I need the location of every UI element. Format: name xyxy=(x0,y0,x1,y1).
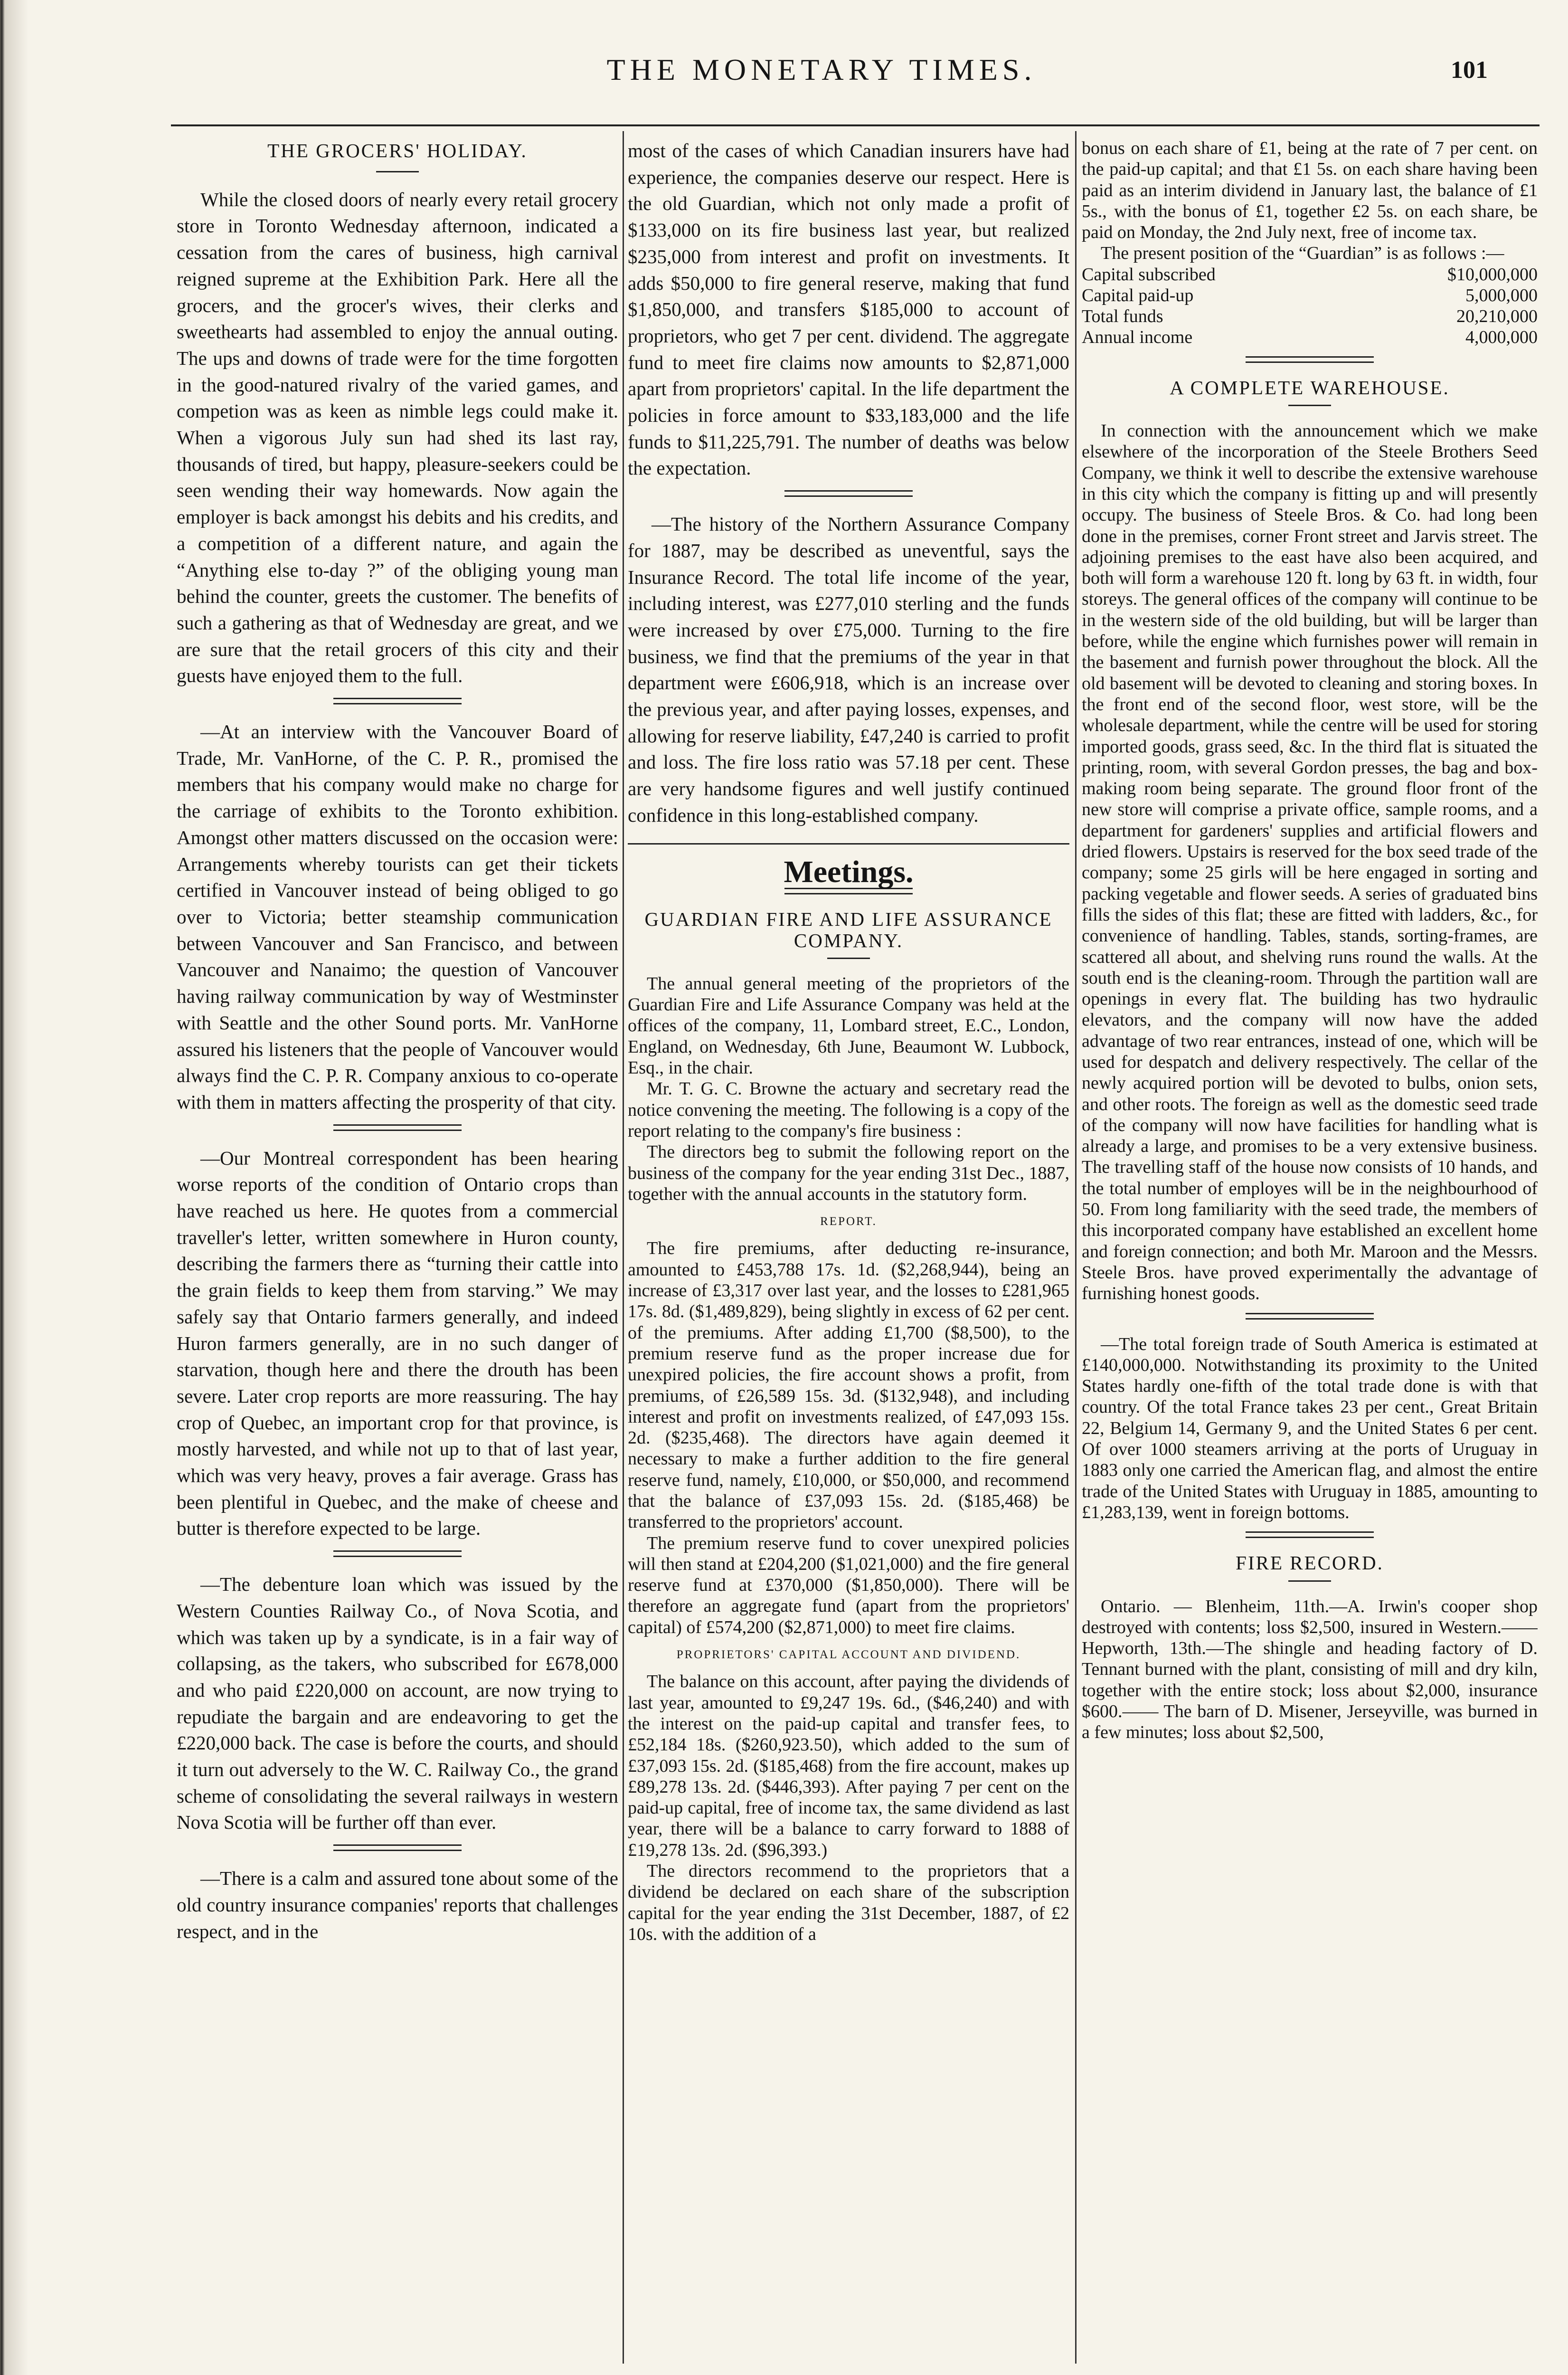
article-title-fire-record: FIRE RECORD. xyxy=(1236,1552,1384,1574)
section-rule xyxy=(628,843,1069,845)
title-rule xyxy=(827,958,870,959)
position-intro: The present position of the “Guardian” is as follows :— xyxy=(1101,243,1504,264)
report-subheading: REPORT. xyxy=(820,1215,877,1228)
column-1 xyxy=(177,138,618,2366)
position-label: Capital subscribed xyxy=(1082,264,1216,285)
article-title-warehouse: A COMPLETE WAREHOUSE. xyxy=(1170,376,1450,399)
position-label: Annual income xyxy=(1082,327,1193,347)
section-divider xyxy=(333,1844,462,1851)
position-label: Total funds xyxy=(1082,306,1163,326)
item-guardian-continued: most of the cases of which Canadian insurers have had experience, the companies deserve our respect. Here is the old Guardian, which not only made a profit of $133,000 on its fire business last year, but realized $235,000 from interest and profit on investments. It adds $50,000 to fire general reserve, making that fund $1,850,000, and transfers $185,000 to account of proprietors, who get 7 per cent. dividend. The aggregate fund to meet fire claims now amounts to $2,871,000 apart from proprietors' capital. In the life department the policies in force amount to $33,183,000 and the life funds to $11,225,791. The number of deaths was below the expectation. xyxy=(628,140,1069,479)
table-row xyxy=(1082,327,1538,348)
dividend-paragraph: The directors recommend to the proprietors that a dividend be declared on each share of the subscription capital for the year ending the 31st December, 1887, of £2 10s. with the addition of a xyxy=(628,1861,1069,1944)
section-divider xyxy=(1246,1531,1374,1538)
section-divider xyxy=(1246,356,1374,363)
section-divider xyxy=(333,1124,462,1131)
position-value: 4,000,000 xyxy=(1465,327,1538,347)
table-row xyxy=(1082,285,1538,306)
item-insurance-tone: —There is a calm and assured tone about some of the old country insurance companies' reports that challenges respect, and in the xyxy=(177,1867,618,1942)
item-northern-assurance: —The history of the Northern Assurance Company for 1887, may be described as uneventful, says the Insurance Record. The total life income of the year, including interest, was £277,010 sterling and the funds were increased by over £75,000. Turning to the fire business, we find that the premiums of the year in that department were £606,918, which is an increase over the previous year, and after paying losses, expenses, and allowing for reserve liability, £47,240 is carried to profit and loss. The fire loss ratio was 57.18 per cent. These are very handsome figures and well justify continued confidence in this long-established company. xyxy=(628,513,1069,826)
meeting-paragraph: The directors beg to submit the following report on the business of the company for the year ending 31st Dec., 1887, together with the annual accounts in the statutory form. xyxy=(628,1142,1069,1204)
dividend-paragraph: The balance on this account, after paying the dividends of last year, amounted to £9,247 19s. 6d., ($46,240) and with the interest on the paid-up capital and transfer fees, to £52,184 18s. ($260,923.50), which added to the sum of £37,093 15s. 2d. ($185,468) from the fire account, makes up £89,278 13s. 2d. ($446,393). After paying 7 per cent on the paid-up capital, free of income tax, the same dividend as last year, there will be a balance to carry forward to 1888 of £19,278 13s. 2d. ($96,393.) xyxy=(628,1672,1069,1860)
guardian-meeting-report xyxy=(628,909,1069,1945)
article-body-grocers: While the closed doors of nearly every retail grocery store in Toronto Wednesday afternoon, indicated a cessation from the cares of business, high carnival reigned supreme at the Exhibition Park. Here all the grocers, and the grocer's wives, their clerks and sweethearts had assembled to enjoy the annual outing. The ups and downs of trade were for the time forgotten in the good-natured rivalry of the varied games, and competion was as keen as nimble legs could make it. When a vigorous July sun had shed its last ray, thousands of tired, but happy, pleasure-seekers could be seen wending their way homewards. Now again the employer is back amongst his debits and his credits, and a competition of a different nature, and again the “Anything else to-day ?” of the obliging young man behind the counter, greets the customer. The benefits of such a gathering as that of Wednesday are great, and we are sure that the retail grocers of this city and their guests have enjoyed them to the full. xyxy=(177,188,618,687)
masthead-title: THE MONETARY TIMES. xyxy=(606,53,1037,86)
title-rule xyxy=(1288,1580,1331,1582)
column-3 xyxy=(1082,138,1538,2366)
column-divider xyxy=(1075,131,1077,2364)
position-value: $10,000,000 xyxy=(1447,264,1538,285)
item-debenture-loan: —The debenture loan which was issued by the Western Counties Railway Co., of Nova Scotia, and which was taken up by a syndicate, is in a fair way of collapsing, as the takers, who subscribed for £678,000 and who paid £220,000 on account, are now trying to repudiate the bargain and are endeavoring to get the £220,000 back. The case is before the courts, and should it turn out adversely to the W. C. Railway Co., the grand scheme of consolidating the several railways in western Nova Scotia will be further off than ever. xyxy=(177,1573,618,1834)
dividend-continued: bonus on each share of £1, being at the rate of 7 per cent. on the paid-up capital; and that £1 5s. on each share having been paid as an interim dividend in January last, the balance of £1 5s., with the bonus of £1, together £2 5s. on each share, be paid on Monday, the 2nd July next, free of income tax. xyxy=(1082,138,1538,243)
table-row xyxy=(1082,264,1538,285)
meeting-paragraph: The annual general meeting of the proprietors of the Guardian Fire and Life Assurance Company was held at the offices of the company, 11, Lombard street, E.C., London, England, on Wednesday, 6th June, Beaumont W. Lubbock, Esq., in the chair. xyxy=(628,973,1069,1078)
page-number: 101 xyxy=(1451,57,1488,84)
section-divider xyxy=(333,698,462,704)
position-label: Capital paid-up xyxy=(1082,285,1194,305)
guardian-position-table xyxy=(1082,264,1538,348)
section-divider xyxy=(1246,1313,1374,1320)
report-paragraph: The fire premiums, after deducting re-insurance, amounted to £453,788 17s. 1d. ($2,268,944), being an increase of £3,317 over last year, and the losses to £281,965 17s. 8d. ($1,489,829), being slightly in excess of 62 per cent. of the premiums. After adding £1,700 ($8,500), to the premium reserve fund as the proper increase due for unexpired policies, the fire account shows a profit, from premiums, of £26,589 15s. 3d. ($132,948), and including interest and profit on investments realized, of £47,093 15s. 2d. ($235,468). The directors have again deemed it necessary to make a further addition to the fire general reserve fund, namely, £10,000, or $50,000, and recommend that the balance of £37,093 15s. 2d. ($185,468) be transferred to the proprietors' account. xyxy=(628,1238,1069,1532)
item-south-america: —The total foreign trade of South America is estimated at £140,000,000. Notwithstanding its proximity to the United States hardly one-fifth of the total trade done is with that country. Of the total France takes 23 per cent., Great Britain 22, Belgium 14, Germany 9, and the United States 6 per cent. Of over 1000 steamers arriving at the ports of Uruguay in 1883 only one carried the American flag, and almost the entire trade of the United States with Uruguay in 1885, amounting to £1,283,139, went in foreign bottoms. xyxy=(1082,1334,1538,1522)
title-rule xyxy=(376,171,419,172)
report-paragraph: The premium reserve fund to cover unexpired policies will then stand at £204,200 ($1,021,000) and the fire general reserve fund at £370,000 ($1,850,000). There will be therefore an aggregate fund (apart from the proprietors' capital) of £574,200 ($2,871,000) to meet fire claims. xyxy=(628,1533,1069,1637)
section-divider xyxy=(784,490,913,497)
item-montreal-crops: —Our Montreal correspondent has been hearing worse reports of the condition of Ontario crops than have reached us here. He quotes from a commercial traveller's letter, written somewhere in Huron county, describing the farmers there as “turning their cattle into the grain fields to keep them from starving.” We may safely say that Ontario farmers generally, and indeed Huron farmers generally, are in no such danger of starvation, though here and there the drouth has been severe. Later crop reports are more reassuring. The hay crop of Quebec, an important crop for that province, is mostly harvested, and while not up to that of last year, which was very heavy, proves a fair average. Grass has been plentiful in Quebec, and the make of cheese and butter is therefore expected to be large. xyxy=(177,1147,618,1539)
position-value: 5,000,000 xyxy=(1465,285,1538,305)
article-title-grocers: THE GROCERS' HOLIDAY. xyxy=(267,140,528,162)
article-title-guardian: GUARDIAN FIRE AND LIFE ASSURANCE COMPANY. xyxy=(644,908,1053,951)
section-divider xyxy=(333,1550,462,1557)
masthead-rule xyxy=(171,124,1540,126)
dividend-subheading: PROPRIETORS' CAPITAL ACCOUNT AND DIVIDEND. xyxy=(676,1648,1021,1662)
column-divider xyxy=(623,131,624,2364)
table-row xyxy=(1082,306,1538,327)
article-body-warehouse: In connection with the announcement which we make elsewhere of the incorporation of the Steele Brothers Seed Company, we think it well to describe the extensive warehouse in this city which the company is fitting up and will presently occupy. The business of Steele Bros. & Co. had long been done in the premises, corner Front street and Jarvis street. The adjoining premises to the east have also been acquired, and both will form a warehouse 120 ft. long by 63 ft. in width, four storeys. The general offices of the company will continue to be in the western side of the old building, but will be larger than before, while the engine which furnishes power will remain in the basement and furnish power throughout the block. All the old basement will be devoted to cleaning and storing boxes. In the front end of the second floor, west store, will be the wholesale department, while the centre will be used for storing imported goods, grass seed, &c. In the third flat is situated the printing, room, with several Gordon presses, the bag and box-making room being separate. The ground floor front of the new store will comprise a private office, sample rooms, and a department for gardeners' supplies and artificial flowers and dried flowers. Upstairs is reserved for the box seed trade of the company; some 25 girls will be here engaged in sorting and packing vegetable and flower seeds. A series of graduated bins fills the sides of this flat; these are fitted with ladders, &c., for convenience of handling. Tables, stands, sorting-frames, are scattered all about, and shelving runs round the walls. At the south end is the cleaning-room. Through the partition wall are openings in every flat. The building has two hydraulic elevators, and the company will now have the added advantage of two rear entrances, instead of one, which will be used for despatch and delivery respectively. The cellar of the newly acquired portion will be devoted to bulbs, onion sets, and other roots. The foreign as well as the domestic seed trade of the company will now have facilities for handling what is already a large, and promises to be a very extensive business. The travelling staff of the house now consists of 10 hands, and the total number of employes will be in the neighbourhood of 50. From long familiarity with the seed trade, the members of this incorporated company have established an excellent home and foreign connection; and both Mr. Maroon and the Messrs. Steele Bros. have proved experimentally the advantage of furnishing honest goods. xyxy=(1082,421,1538,1304)
title-rule xyxy=(1288,405,1331,406)
article-body-fire-record: Ontario. — Blenheim, 11th.—A. Irwin's cooper shop destroyed with contents; loss $2,500, insured in Western.——Hepworth, 13th.—The shingle and heading factory of D. Tennant burned with the plant, consisting of mill and dry kiln, together with the entire stock; loss about $2,000, insurance $600.—— The barn of D. Misener, Jerseyville, was burned in a few minutes; loss about $2,500, xyxy=(1082,1596,1538,1743)
position-value: 20,210,000 xyxy=(1456,306,1538,326)
page-binding-edge xyxy=(0,0,33,2375)
column-2 xyxy=(628,138,1069,2366)
meetings-heading: Meetings. xyxy=(784,854,914,889)
meeting-paragraph: Mr. T. G. C. Browne the actuary and secretary read the notice convening the meeting. The following is a copy of the report relating to the company's fire business : xyxy=(628,1079,1069,1141)
item-vancouver: —At an interview with the Vancouver Board of Trade, Mr. VanHorne, of the C. P. R., promised the members that his company would make no charge for the carriage of exhibits to the Toronto exhibition. Amongst other matters discussed on the occasion were: Arrangements whereby tourists can get their tickets certified in Vancouver instead of being obliged to go over to Victoria; better steamship communication between Vancouver and San Francisco, and between Vancouver and Nanaimo; the question of Vancouver having railway communication by way of Westminster with Seattle and the other Sound ports. Mr. VanHorne assured his listeners that the people of Vancouver would always find the C. P. R. Company anxious to co-operate with them in matters affecting the prosperity of that city. xyxy=(177,721,618,1113)
